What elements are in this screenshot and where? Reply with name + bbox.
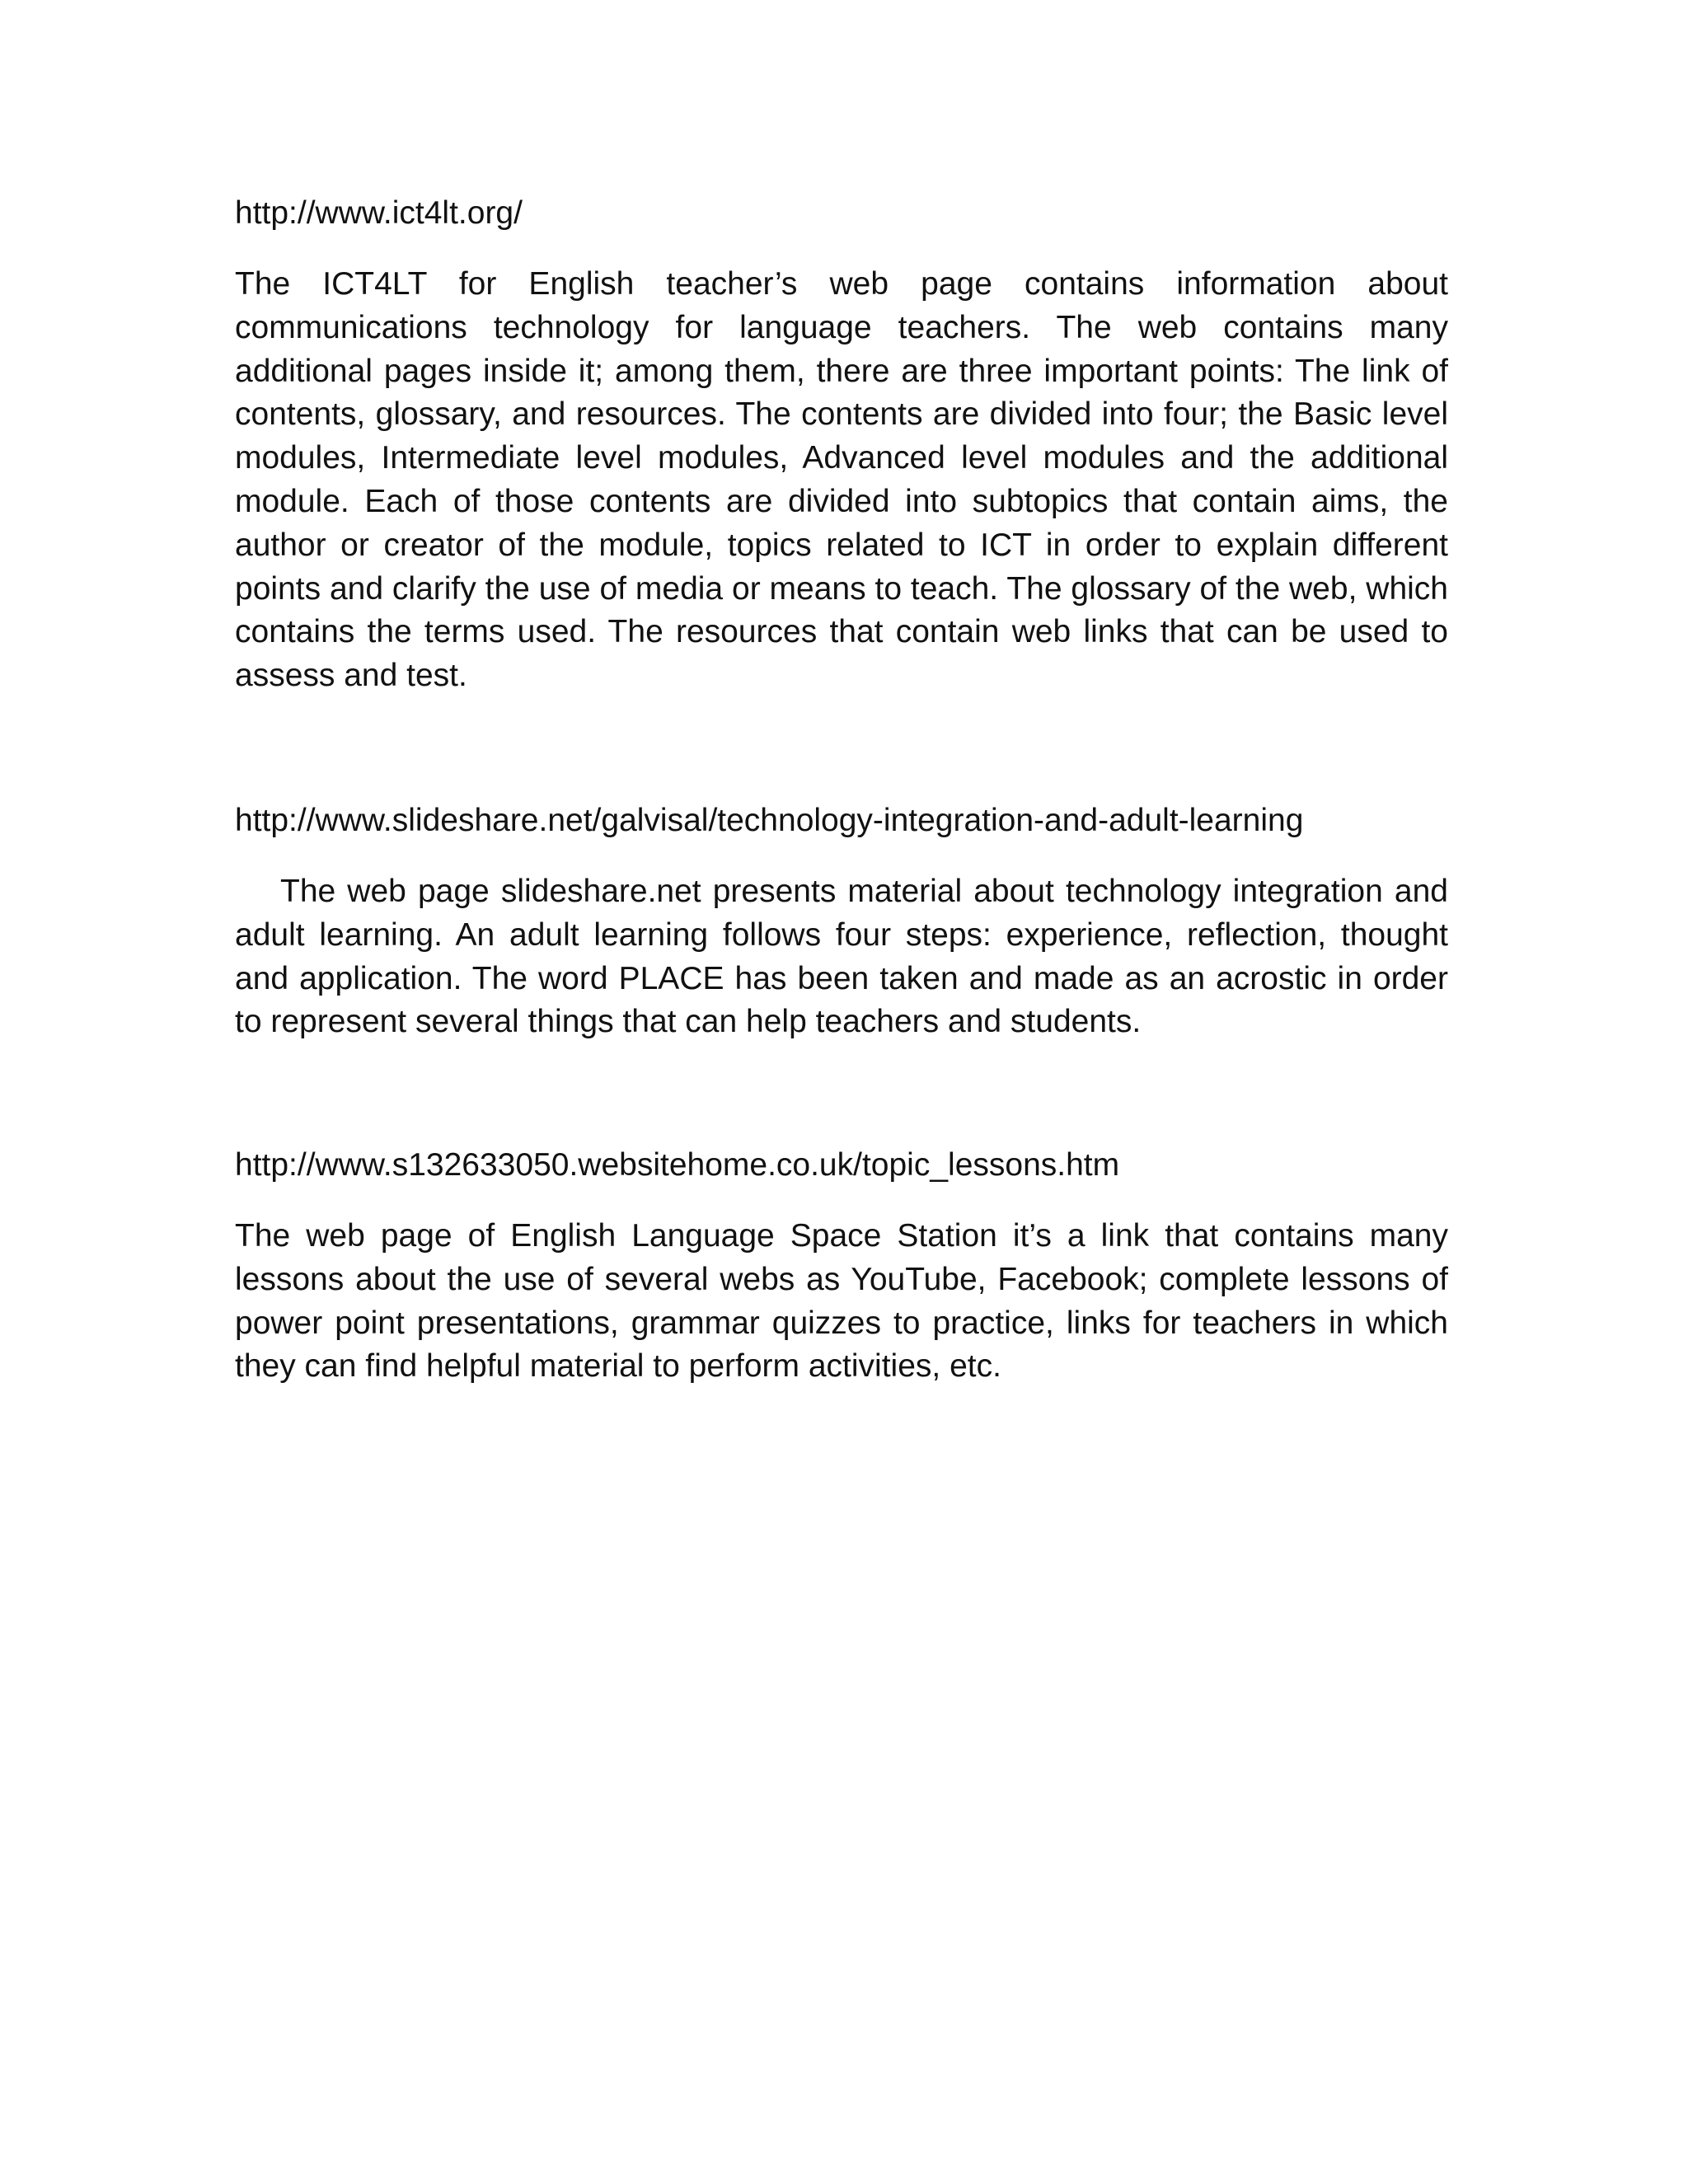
section-websitehome <box>235 1144 1448 1389</box>
url-text: http://www.slideshare.net/galvisal/technology-integration-and-adult-learning <box>235 803 1304 838</box>
section-slideshare <box>235 799 1448 1044</box>
url-text: http://www.s132633050.websitehome.co.uk/topic_lessons.htm <box>235 1147 1120 1183</box>
paragraph: The web page of English Language Space Station it’s a link that contains many lessons about the use of several webs as YouTube, Facebook; complete lessons of power point presentations, grammar quizzes to practice, links for teachers in which they can find helpful material to perform activities, etc. <box>235 1218 1448 1385</box>
url-text: http://www.ict4lt.org/ <box>235 195 523 231</box>
section-ict4lt <box>235 192 1448 698</box>
paragraph: The ICT4LT for English teacher’s web page contains information about communications technology for language teachers. The web contains many additional pages inside it; among them, there are three important points: The link of contents, glossary, and resources. The contents are divided into four; the Basic level modules, Intermediate level modules, Advanced level modules and the additional module. Each of those contents are divided into subtopics that contain aims, the author or creator of the module, topics related to ICT in order to explain different points and clarify the use of media or means to teach. The glossary of the web, which contains the terms used. The resources that contain web links that can be used to assess and test. <box>235 266 1448 694</box>
paragraph: The web page slideshare.net presents material about technology integration and adult learning. An adult learning follows four steps: experience, reflection, thought and application. The word PLACE has been taken and made as an acrostic in order to represent several things that can help teachers and students. <box>235 874 1448 1040</box>
